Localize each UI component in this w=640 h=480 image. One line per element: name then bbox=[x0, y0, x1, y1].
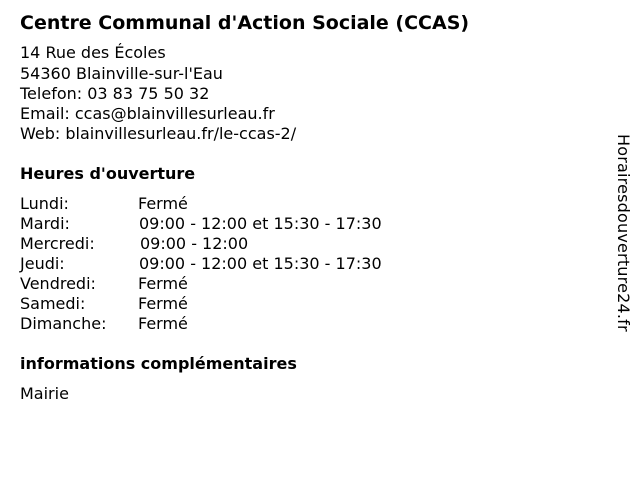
site-watermark[interactable]: Horairesdouverture24.fr bbox=[614, 134, 633, 332]
day-hours: Fermé bbox=[138, 314, 188, 333]
address-street: 14 Rue des Écoles bbox=[20, 43, 166, 62]
hours-row-thursday bbox=[20, 254, 580, 274]
hours-row-friday bbox=[20, 274, 580, 294]
day-hours: 09:00 - 12:00 bbox=[140, 234, 249, 253]
day-label: Vendredi: bbox=[20, 274, 96, 293]
hours-row-wednesday bbox=[20, 234, 580, 254]
day-hours: Fermé bbox=[138, 274, 188, 293]
hours-row-monday bbox=[20, 194, 580, 214]
day-label: Mardi: bbox=[20, 214, 70, 233]
day-label: Dimanche: bbox=[20, 314, 107, 333]
day-label: Lundi: bbox=[20, 194, 69, 213]
additional-info-heading: informations complémentaires bbox=[20, 354, 297, 373]
hours-row-saturday bbox=[20, 294, 580, 314]
page-title: Centre Communal d'Action Sociale (CCAS) bbox=[20, 12, 470, 34]
phone-number: Telefon: 03 83 75 50 32 bbox=[20, 84, 210, 103]
website-address: Web: blainvillesurleau.fr/le-ccas-2/ bbox=[20, 124, 297, 143]
day-hours: 09:00 - 12:00 et 15:30 - 17:30 bbox=[139, 214, 382, 233]
hours-row-sunday bbox=[20, 314, 580, 334]
day-hours: Fermé bbox=[138, 194, 188, 213]
email-address: Email: ccas@blainvillesurleau.fr bbox=[20, 104, 275, 123]
day-hours: Fermé bbox=[138, 294, 188, 313]
day-label: Samedi: bbox=[20, 294, 86, 313]
additional-info-text: Mairie bbox=[20, 384, 69, 403]
hours-row-tuesday bbox=[20, 214, 580, 234]
day-hours: 09:00 - 12:00 et 15:30 - 17:30 bbox=[139, 254, 382, 273]
day-label: Jeudi: bbox=[20, 254, 65, 273]
address-city: 54360 Blainville-sur-l'Eau bbox=[20, 64, 223, 83]
opening-hours-heading: Heures d'ouverture bbox=[20, 164, 196, 183]
day-label: Mercredi: bbox=[20, 234, 95, 253]
